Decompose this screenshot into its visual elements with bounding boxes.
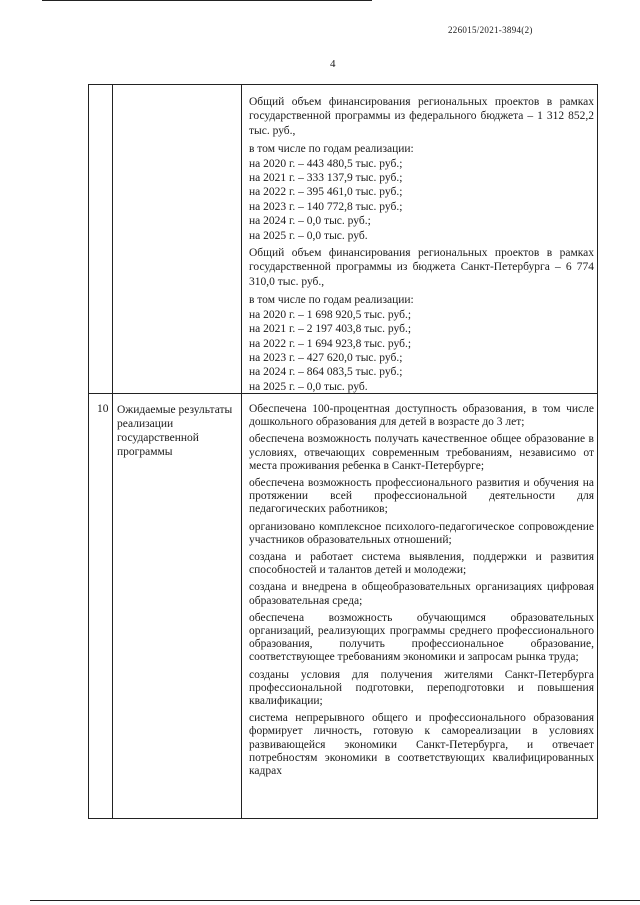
result-item: обеспечена возможность получать качественное общее образование в условиях, отвечающих современным требованиям, независимо от места проживания ребенка в Санкт-Петербурге; xyxy=(249,433,594,472)
spb-year-line: на 2022 г. – 1 694 923,8 тыс. руб.; xyxy=(249,337,412,350)
result-item: обеспечена возможность профессионального развития и обучения на протяжении всей профессиональной деятельности для педагогических работников; xyxy=(249,477,594,516)
spb-year-line: на 2025 г. – 0,0 тыс. руб. xyxy=(249,380,368,393)
federal-financing-intro: Общий объем финансирования региональных проектов в рамках государственной программы из федерального бюджета – 1 312 852,2 тыс. руб., xyxy=(249,96,594,137)
program-table xyxy=(88,84,598,819)
result-item: создана и работает система выявления, поддержки и развития способностей и талантов детей и молодежи; xyxy=(249,551,594,577)
federal-financing-block xyxy=(249,95,594,243)
spb-by-years-label: в том числе по годам реализации: xyxy=(249,294,414,307)
result-item: создана и внедрена в общеобразовательных организациях цифровая образовательная среда; xyxy=(249,581,594,607)
federal-year-line: на 2021 г. – 333 137,9 тыс. руб.; xyxy=(249,172,403,185)
spb-financing-intro: Общий объем финансирования региональных проектов в рамках государственной программы из бюджета Санкт-Петербурга – 6 774 310,0 тыс. руб., xyxy=(249,247,594,288)
top-rule xyxy=(42,0,372,1)
result-item: Обеспечена 100-процентная доступность образования, в том числе дошкольного образования для детей в возрасте до 3 лет; xyxy=(249,403,594,429)
row-number: 10 xyxy=(97,403,109,415)
federal-year-line: на 2022 г. – 395 461,0 тыс. руб.; xyxy=(249,186,403,199)
result-item: система непрерывного общего и профессионального образования формирует личность, готовую к самореализации в условиях развивающейся экономики Санкт-Петербурга, и отвечает потребностям экономики в соответствующих квалифицированных кадрах xyxy=(249,712,594,778)
federal-year-line: на 2024 г. – 0,0 тыс. руб.; xyxy=(249,215,371,228)
federal-by-years-label: в том числе по годам реализации: xyxy=(249,143,414,156)
spb-year-line: на 2024 г. – 864 083,5 тыс. руб.; xyxy=(249,366,403,379)
result-item: созданы условия для получения жителями Санкт-Петербурга профессиональной подготовки, переподготовки и повышения квалификации; xyxy=(249,668,594,708)
federal-year-line: на 2020 г. – 443 480,5 тыс. руб.; xyxy=(249,157,403,170)
result-item: обеспечена возможность обучающимся образовательных организаций, реализующих программы среднего профессионального образования, получить профессиональное образование, соответствующее требованиям экономики и запросам рынка труда; xyxy=(249,611,594,664)
document-number: 226015/2021-3894(2) xyxy=(448,25,533,35)
federal-year-line: на 2025 г. – 0,0 тыс. руб. xyxy=(249,229,368,242)
financing-cell xyxy=(249,95,594,397)
column-divider-number xyxy=(112,85,113,818)
page-number: 4 xyxy=(330,58,336,70)
spb-year-line: на 2023 г. – 427 620,0 тыс. руб.; xyxy=(249,351,403,364)
column-divider-title xyxy=(241,85,242,818)
spb-year-line: на 2021 г. – 2 197 403,8 тыс. руб.; xyxy=(249,323,412,336)
row-title: Ожидаемые результаты реализации государственной программы xyxy=(117,404,233,458)
result-item: организовано комплексное психолого-педагогическое сопровождение участников образовательных отношений; xyxy=(249,520,594,546)
federal-year-line: на 2023 г. – 140 772,8 тыс. руб.; xyxy=(249,200,403,213)
expected-results-cell xyxy=(249,403,594,782)
bottom-rule xyxy=(30,900,640,901)
spb-year-line: на 2020 г. – 1 698 920,5 тыс. руб.; xyxy=(249,308,412,321)
spb-financing-block xyxy=(249,246,594,394)
